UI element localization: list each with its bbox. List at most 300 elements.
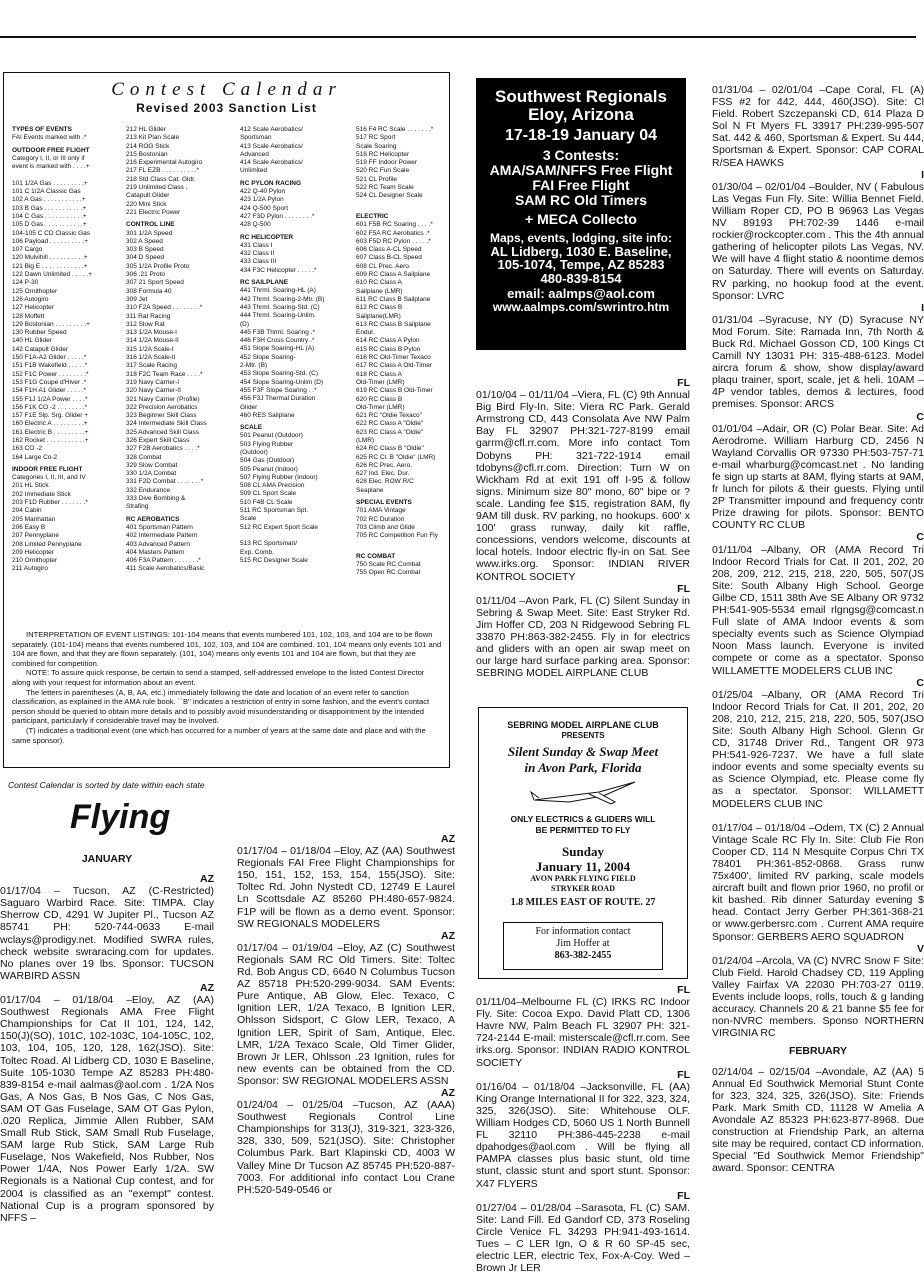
calendar-event-code: 621 RC "Oldie Texaco" [356,412,422,420]
state-heading: FL [677,1189,690,1202]
calendar-event-code: 406 F3A Pattern . . . . . . .* [126,557,201,565]
calendar-event-code: 413 Scale Aerobatics/ [240,142,303,150]
calendar-event-code: 312 Slow Rat [126,320,165,328]
calendar-event-code: 623 RC Class A "Oldie" [356,428,424,436]
ad2-contact-line: Jim Hoffer at [556,938,610,949]
calendar-event-code: 330 1/2A Combat [126,470,177,478]
calendar-event-code: 755 Open RC Combat [356,569,421,577]
calendar-event-code: 213 Kit Plan Scale [126,134,180,142]
state-heading: AZ [441,929,455,942]
calendar-event-code: 320 Navy Carrier-II [126,387,181,395]
calendar-column-2 [126,126,238,574]
calendar-event-code: 151 F1B Wakefield . . . . .* [12,362,88,370]
calendar-event-code: 2-Mtr. (B) [240,362,268,370]
interpretation-para: (T) indicates a traditional event (one which has occurred for a number of years at the same date and place and with the same sponsor). [12,725,426,745]
calendar-event-code: 324 Intermediate Skill Class [126,420,207,428]
calendar-event-code: 207 Pennyplane [12,532,59,540]
calendar-event-code: 217 FL EZB . . . . . . . . . .* [126,167,200,175]
calendar-event-code: 321 Navy Carrier (Profile) [126,395,200,403]
calendar-event-code: 317 Scale Racing [126,362,177,370]
calendar-event-code: 323 Beginner Skill Class [126,412,197,420]
calendar-event-code [240,532,352,540]
calendar-event-code: 412 Scale Aerobatics/ [240,126,303,133]
calendar-event-code: 612 RC Class B [356,304,403,312]
calendar-event-code: 214 ROG Stick [126,142,170,150]
state-heading: I [921,168,924,181]
calendar-event-code: 434 F3C Helicopter . . . . .* [240,266,317,274]
calendar-event-code: 130 Rubber Speed [12,329,67,337]
calendar-event-code: 161 Electric B . . . . . . . . .+ [12,428,89,436]
calendar-event-code: 403 Advanced Pattern [126,540,190,548]
calendar-event-code: 444 Thrml. Soaring-Unlim. [240,312,316,320]
calendar-event-code: 204 Cabin [12,507,42,515]
calendar-event-code: 104 C Gas . . . . . . . . . . .+ [12,212,87,220]
calendar-event-code: 460 RES Sailplane [240,411,295,419]
calendar-event-code: Scale [240,515,257,523]
calendar-event-code: Unlimited [240,167,268,175]
calendar-event-code: 219 Unlimited Class . [126,184,188,192]
state-heading: C [916,410,924,423]
ad1-line: Maps, events, lodging, site info: [489,230,672,245]
calendar-event-code: Old-Timer (LMR) [356,378,405,386]
state-heading: C [916,676,924,689]
calendar-event-code: 516 F4 RC Scale . . . . . . .* [356,126,434,133]
listing-column-3-lower [476,984,690,1274]
ad2-contact-phone: 863-382-2455 [554,950,612,961]
ad1-line: 17-18-19 January 04 [504,126,658,144]
calendar-event-code: 316 1/2A Scale-II [126,354,176,362]
calendar-event-code: 609 RC Class A Sailplane [356,271,431,279]
calendar-event-code: 122 Dawn Unlimited . . . . .+ [12,271,93,279]
calendar-event-code: 625 RC Cl. B "Oldie" (LMR) [356,453,436,461]
calendar-event-code: 622 RC Class A "Oldie" [356,420,424,428]
calendar-event-code: 411 Scale Aerobatics/Basic [126,565,205,573]
calendar-event-code: Category I, II, or III only if [12,154,85,162]
calendar-section-heading: INDOOR FREE FLIGHT [12,465,83,473]
flying-heading: Flying [70,798,171,836]
calendar-event-code: 103 B Gas . . . . . . . . . . .+ [12,204,87,212]
ad2-contact-box [503,922,663,970]
calendar-event-code: 512 RC Expert Sport Scale [240,523,319,531]
calendar-event-code: 318 F2C Team Race . . . .* [126,370,203,378]
calendar-event-code: 333 Dive Bombing & [126,495,186,503]
calendar-event-code: 401 Sportsman Pattern [126,523,193,531]
calendar-event-code: 221 Electric Power [126,208,181,216]
calendar-event-code [356,201,448,209]
calendar-event-code: 101 1/2A Gas . . . . . . . . .+ [12,179,88,187]
calendar-event-code: Sailplane (LMR) [356,287,403,295]
state-heading: FL [677,1068,690,1081]
calendar-event-code: 503 Flying Rubber [240,440,294,448]
calendar-event-code: 509 CL Sport Scale [240,490,297,498]
calendar-event-code: 160 Electric A . . . . . . . . .+ [12,420,88,428]
top-rule [0,36,916,38]
ad2-presents: PRESENTS [561,731,605,740]
calendar-event-code: 203 F1D Rubber . . . . . . .* [12,499,88,507]
calendar-event-code: 603 F5D RC Pylon . . . . .* [356,237,431,245]
calendar-event-code: 127 Helicopter [12,304,54,312]
calendar-event-code: 304 D Speed [126,254,164,262]
calendar-event-code: 101 C 1/2A Classic Gas [12,188,81,196]
calendar-event-code: 206 Easy B [12,523,46,531]
calendar-event-code: Categories I, II, III, and IV [12,474,86,482]
calendar-event-code: (D) [240,320,250,328]
calendar-section-heading: CONTROL LINE [126,221,175,229]
calendar-event-code: 456 F3J Thermal Duration [240,395,316,403]
ad1-line: 105-1074, Tempe, AZ 85283 [497,257,665,273]
calendar-event-code: Sailplane(LMR) [356,312,401,320]
contest-calendar-box [3,72,450,768]
calendar-event-code: 307 21 Sport Speed [126,279,184,287]
calendar-event-code: 510 F4B CL Scale [240,498,293,506]
calendar-event-code: 104-105 C CD Classic Gas [12,229,91,237]
calendar-event-code: 703 Climb and Glide [356,523,415,531]
calendar-event-code: 302 A Speed [126,237,163,245]
calendar-event-code: 513 RC Sportsman/ [240,540,298,548]
ad1-line: 480-839-8154 [540,270,622,286]
state-heading: FL [677,984,690,996]
calendar-event-code: 445 F3B Thrml. Soaring .* [240,328,316,336]
calendar-event-code: 443 Thrml. Soaring-Std. (C) [240,303,320,311]
calendar-event-code: 501 Peanut (Outdoor) [240,432,303,440]
calendar-event-code: 610 RC Class A [356,279,402,287]
ad2-title: Silent Sunday & Swap Meet [507,744,659,759]
calendar-event-code: 154 F1H A1 Glider . . . . .* [12,387,87,395]
calendar-event-code: 618 RC Class A [356,370,402,378]
calendar-event-code: 216 Experimental Autogiro [126,159,203,167]
ad2-club: SEBRING MODEL AIRPLANE CLUB [507,720,659,730]
calendar-event-code: 331 F2D Combat . . . . . . .* [126,478,204,486]
interpretation-para: NOTE: To assure quick response, be certain to send a stamped, self-addressed envelope to the listed Contest Director along with your request for information about an event. [12,668,425,687]
calendar-event-code: 126 Autogiro [12,295,49,303]
calendar-event-code: Sportsman [240,134,272,142]
calendar-event-code: 305 1/2A Profile Proto [126,262,190,270]
calendar-event-code: Old-Timer (LMR) [356,403,405,411]
calendar-event-code: 125 Ornithopter [12,287,58,295]
calendar-event-code: 156 F1K CO -2 . . . . . . . .* [12,403,88,411]
ad2-title: in Avon Park, Florida [524,760,642,775]
calendar-event-code: 701 AMA Vintage [356,507,406,515]
calendar-event-code: 601 F5B RC Soaring . . . .* [356,221,433,229]
calendar-event-code: 306 .21 Proto [126,271,166,279]
interpretation-para: INTERPRETATION OF EVENT LISTINGS: 101-104 means that events numbered 101, 102, 103, and 104 are to be flown separately. (101-104) means that events numbered 101, 102, 103, and 104 are combined. 101, 104 means only events 101 and 104 are flown, and that they are flown separately. (101, 104) means only events 101 and 104 are flown, but that they are combined for competition. [12,630,442,668]
calendar-section-heading: RC SAILPLANE [240,279,289,287]
event-listing: 01/17/04 – Tucson, AZ (C-Restricted) Saguaro Warbird Race. Site: TIMPA. Clay Sherrow CD, 4291 W Jupiter Pl., Tucson AZ 85741 PH: 520-744-0633 E-mail wclays@prodigy.net. Modified SWRA rules, check website swraracing.com for updates. No planes over 19 lbs. Sponsor: TUCSON WARBIRD ASSN [0,885,214,982]
event-listing: 01/16/04 – 01/18/04 –Jacksonville, FL (AA) King Orange International II for 322, 323, 324, 325, 326(JSO). Site: Whitehouse OLF. William Hodges CD, 5060 US 1 North Bunnell FL 32110 PH:386-445-2238 e-mail dpahodges@aol.com . Will be flying all PAMPA classes plus basic stunt, old time stunt, classic stunt and sport stunt. Sponsor: X47 FLYERS [476,1080,690,1190]
calendar-event-code: 124 P-30 [12,279,39,287]
calendar-event-code: Endur. [356,329,375,337]
interpretation-notes [12,630,442,745]
calendar-event-code: 442 Thrml. Soaring-2-Mtr. (B) [240,295,325,303]
calendar-event-code: 431 Class I [240,241,273,249]
month-heading: FEBRUARY [789,1045,847,1058]
listing-column-4 [712,84,924,1174]
state-heading [712,810,924,822]
calendar-event-code: 702 RC Duration [356,515,405,523]
calendar-event-code: 602 F5A RC Aerobatics .* [356,229,430,237]
calendar-event-code: Advanced [240,150,269,158]
calendar-event-code: 319 Navy Carrier-I [126,378,180,386]
calendar-column-1 [12,126,124,574]
calendar-event-code: 524 CL Designer Scale [356,192,423,200]
ad2-field: AVON PARK FLYING FIELD [530,874,636,883]
calendar-event-code: 617 RC Class A Old-Timer [356,362,432,370]
calendar-event-code: 309 Jet [126,295,148,303]
calendar-section-heading: TYPES OF EVENTS [12,126,72,133]
ad1-line: Southwest Regionals [495,87,667,106]
calendar-event-code: 212 HL Glider [126,126,166,133]
ad2-road: STRYKER ROAD [551,884,615,893]
calendar-event-code: 404 Masters Pattern [126,548,185,556]
calendar-event-code: 301 1/2A Speed [126,229,173,237]
calendar-event-code: 142 Catapult Glider [12,345,69,353]
calendar-event-code: 164 Large Co-2 [12,453,58,461]
calendar-event-code: 452 Slope Soaring- [240,353,296,361]
calendar-event-code: 313 1/2A Mouse-I [126,329,177,337]
calendar-title: Contest Calendar [111,79,342,100]
ad2-day: Sunday [562,844,604,859]
calendar-event-code: 620 RC Class B [356,395,403,403]
state-heading: I [921,301,924,314]
calendar-event-code: 414 Scale Aerobatics/ [240,159,303,167]
sort-note: Contest Calendar is sorted by date within each state [8,780,205,790]
southwest-regionals-ad [476,78,686,350]
calendar-event-code: 517 RC Sport [356,134,396,142]
state-heading: AZ [441,833,455,845]
calendar-event-code: 163 CO -2 [12,445,42,453]
ad1-line: AMA/SAM/NFFS Free Flight [489,162,673,179]
ad2-contact-line: For information contact [535,926,631,937]
calendar-section-heading: SCALE [240,424,263,432]
calendar-event-code: Catapult Glider [126,192,170,200]
calendar-section-heading: RC COMBAT [356,552,396,560]
calendar-event-code: 211 Autogiro [12,565,49,573]
calendar-event-code: 202 Immediate Stick [12,490,71,498]
calendar-event-code: 750 Scale RC Combat [356,561,421,569]
calendar-event-code: 314 1/2A Mouse-II [126,337,179,345]
calendar-event-code: 453 Slope Soaring-Std. (C) [240,370,319,378]
calendar-event-code: 619 RC Class B Old-Timer [356,387,433,395]
calendar-event-code: 606 Class A-CL Speed [356,246,422,254]
ad1-line: 3 Contests: [542,147,620,164]
calendar-section-heading: SPECIAL EVENTS [356,499,412,507]
calendar-event-code: 105 D Gas . . . . . . . . . . .+ [12,221,87,229]
calendar-section-heading: ELECTRIC [356,212,389,220]
ad1-line: email: aalmps@aol.com [507,286,655,302]
ad1-line: SAM RC Old Timers [515,191,647,208]
silent-sunday-ad [478,707,688,979]
calendar-event-code: 519 FF Indoor Power [356,159,418,167]
calendar-column-3 [240,126,352,565]
calendar-event-code: 310 F2A Speed . . . . . . . .* [126,304,203,312]
calendar-event-code: 128 Moffett [12,312,45,320]
calendar-event-code: 508 CL AMA Precision [240,482,305,490]
calendar-section-heading: RC AEROBATICS [126,515,180,523]
listing-column-3 [476,377,690,679]
calendar-event-code: 201 HL Stick [12,482,49,490]
listing-column-2 [237,833,455,1196]
calendar-event-code: 518 RC Helicopter [356,150,410,158]
calendar-event-code: 402 Intermediate Pattern [126,532,198,540]
ad1-line: Eloy, Arizona [528,104,634,124]
calendar-event-code: 140 HL Glider [12,337,52,345]
calendar-event-code: 209 Helicopter [12,548,54,556]
calendar-event-code: 153 F1G Coupe d'Hiver .* [12,378,87,386]
calendar-event-code: 433 Class III [240,258,277,266]
ad1-line: FAI Free Flight [532,176,630,193]
calendar-event-code: 311 Rat Racing [126,312,171,320]
calendar-event-code: 157 F1E Slp. Srg. Glider + [12,412,89,420]
ad1-line: www.aalmps.com/swrintro.htm [492,300,670,315]
calendar-event-code: 611 RC Class B Sailplane [356,295,431,303]
calendar-event-code: 208 Limited Pennyplane [12,540,82,548]
event-listing: 01/24/04 – 01/25/04 –Tucson, AZ (AAA) Southwest Regionals Control Line Championships for 313(J), 319-321, 323-326, 328, 330, 509, 521(JSO). Site: Christopher Columbus Park. Bart Klapinski CD, 4003 W Valley Mine Dr Tucson AZ 85745 PH:520-887-7003. For additional info contact Lou Crane PH:520-549-0546 or [237,1099,455,1196]
calendar-event-code: Scale Soaring [356,142,397,150]
calendar-event-code: 106 Payload . . . . . . . . . .+ [12,237,89,245]
calendar-event-code: 303 B Speed [126,246,164,254]
event-listing: 01/25/04 –Albany, OR (AMA Record Tri Indoor Record Trials for Cat. II 201, 202, 20 208, 210, 212, 215, 218, 220, 505, 507(JSO Site: South Albany High School. Glenn Gr CD, 31748 Driver Rd., Tangent OR 973 PH:541-926-7237. We have a full slate indoor events and some specialty events su as Science Olympiad, etc. Please come fly as a spectator. Sponsor: WILLAMETT MODELERS CLUB INC [712,688,924,810]
ad2-date: January 11, 2004 [535,859,631,874]
ad2-miles: 1.8 MILES EAST OF ROUTE. 27 [510,897,656,908]
calendar-event-code: 520 RC Fun Scale [356,167,410,175]
calendar-event-code: 615 RC Class B Pylon [356,345,421,353]
calendar-event-code: Exp. Comb. [240,548,274,556]
calendar-event-code: 155 F1J 1/2A Power . . . .* [12,395,88,403]
calendar-event-code: 162 Rocket . . . . . . . . . . .+ [12,436,89,444]
calendar-event-code: 627 Ind. Elec. Dur. [356,470,410,478]
calendar-event-code: 327 F2B Aerobatics . . . .* [126,445,200,453]
calendar-event-code: 107 Cargo [12,246,43,254]
calendar-event-code: 428 Q-500 [240,221,271,229]
calendar-event-code: 129 Bostonian . . . . . . . . .+ [12,320,90,328]
event-listing: 01/10/04 – 01/11/04 –Viera, FL (C) 9th Annual Big Bird Fly-In. Site: Viera RC Park. Gerald Armstrong CD, 443 Consolata Ave NW Palm Bay FL 32907 PH:321-727-8199 email garrm@cfl.rr.com. More info contact Tom Dobyns PH: 321-722-1914 email tdobyns@cfl.rr.com. Direction: Turn W on Wickham Rd at exit 191 off I-95 & follow signs. Minimum size 80" mono, 60" bipe or ? scale. Landing fee $15, registration 8AM, fly 9AM till dusk. RV parking, no hookups. 600' x 100' grass runway, daily kit raffle, concessions, vendors welcome, discounts at local hotels. Indoor electric fly-in on Sat. See www.irks.org. Sponsor: INDIAN RIVER KONTROL SOCIETY [476,389,690,583]
calendar-event-code: 511 RC Sportsman Spt. [240,507,309,515]
calendar-event-code: 325 Advanced Skill Class [126,428,199,436]
state-heading: AZ [441,1086,455,1099]
event-listing: 01/17/04 – 01/18/04 –Eloy, AZ (AA) Southwest Regionals AMA Free Flight Championships for Cat II 101, 124, 142, 150(J)(SO), 101C, 102-103C, 104-105C, 102, 103, 104, 105, 120, 128, 162(JSO). Site: Toltec Road. Al Lidberg CD, 1030 E Baseline, Suite 105-1030 Tempe AZ 85283 PH:480-839-8154 e-mail aalmas@aol.com . 1/2A Nos Gas, A Nos Gas, B Nos Gas, C Nos Gas, SAM OT Gas Fuselage, SAM OT Gas Pylon, .020 Replica, Jimmie Allen Rubber, SAM Small Rub Stick, SAM Small Rub Fuselage, SAM large Rub Stick, SAM Large Rub Fuselage, Nos Wakefield, Nos Rubber, Nos Power 1/4A, Nos Power Early 1/2A. SW Regionals is a National Cup contest, and for 2004 is classified as an "exempt" contest. National Cup is a program sponsored by NFFS – [0,994,214,1224]
calendar-event-code: 423 1/2A Pylon [240,196,284,204]
event-listing: 01/24/04 –Arcola, VA (C) NVRC Snow F Site: Club Field. Harold Chadsey CD, 119 Appling Valley Fairfax VA 22030 PH:703-27 0119. Events include loops, rolls, touch & g landing accuracy. Channels 20 & 21 banne $5 fee for non-NVRC members. Sponso NORTHERN VIRGINIA RC [712,954,924,1040]
calendar-event-code: Glider [240,403,258,411]
event-listing: 01/17/04 – 01/19/04 –Eloy, AZ (C) Southwest Regionals SAM RC Old Timers. Site: Toltec Rd. Bob Angus CD, 6640 N Columbus Tucson AZ 85718 PH:520-299-9034. SAM Events: Pure Antique, AB Glow, Elec. Texaco, C Ignition LER, 1/2A Texaco, B Ignition LER, Ohlsson Sidsport, C Glow LER, Texaco, A Ignition LER, Spirit of Sam, Antique, Elec. LMR, 1/2A Texaco Scale, Old Timer Glider, Brown Jr LER, Ohlsson .23 Ignition, rules for new events can be obtained from the CD. Sponsor: SW REGIONAL MODELERS ASSN [237,941,455,1087]
event-listing: 01/30/04 – 02/01/04 –Boulder, NV ( Fabulous Las Vegas Fun Fly. Site: Willia Bennet Field. William Roper CD, PO B 96963 Las Vegas NV 89193 PH:702-39 1446 e-mail rockier@rockcopter.com . This the 4th annual gathering of helicopter pilots Las Vegas, NV. We will have 4 flight statio & noontime demos on Saturday. There will events on Saturday. RV parking, no hookup food at the event. Sponsor: LVRC [712,180,924,302]
calendar-event-code: 322 Precision Aerobatics [126,403,198,411]
ad2-rule: ONLY ELECTRICS & GLIDERS WILL [510,814,656,824]
calendar-event-code: Seaplane [356,486,384,494]
glider-icon [529,778,639,808]
state-heading: AZ [200,873,214,886]
event-listing: 01/11/04 –Albany, OR (AMA Record Tri Indoor Record Trials for Cat. II 201, 202, 20 208, 209, 212, 215, 218, 220, 505, 507(JS Site: South Albany High School. George Gilbe CD, 1511 38th Ave SE Albany OR 9732 PH:541-905-5534 email rlgngsg@comcast.n Full slate of AMA Indoor events & som specialty events such as Science Olympiad Noon Mass launch. Everyone is invited compete or come as a spectator. Sponso WILLAMETTE MODELERS CLUB INC [712,543,924,677]
calendar-event-code: 220 Mini Stick [126,200,167,208]
state-heading: V [916,942,924,955]
ad1-line: AL Lidberg, 1030 E. Baseline, [490,243,672,259]
calendar-event-code: 102 A Gas . . . . . . . . . . .+ [12,196,86,204]
calendar-event-code: 218 Std Class Cat. Gldr. [126,175,196,183]
calendar-section-heading: RC HELICOPTER [240,233,294,241]
calendar-event-code: 315 1/2A Scale-I [126,345,174,353]
calendar-event-code: 507 Flying Rubber (Indoor) [240,473,318,481]
calendar-event-code: FAI Events marked with .* [12,134,87,142]
calendar-event-code: 422 Q-40 Pylon [240,188,286,196]
calendar-event-code: 332 Endurance [126,486,171,494]
calendar-subtitle: Revised 2003 Sanction List [136,101,317,115]
calendar-event-code: 614 RC Class A Pylon [356,337,420,345]
calendar-column-4 [356,126,448,578]
calendar-event-code: 504 Gas (Outdoor) [240,457,295,465]
calendar-event-code: 613 RC Class B Sailplane [356,320,431,328]
state-heading: C [916,531,924,544]
calendar-event-code [356,541,448,549]
event-listing: 01/01/04 –Adair, OR (C) Polar Bear. Site: Ad Aerodrome. William Harburg CD, 2456 N Wayland Corvallis OR 97330 PH:503-757-71 e-mail wharburg@comcast.net . No landing fe sign up starts at 8AM, flying starts at 9AM, fr lunch for pilots & their guests. Flying until 2P Transmitter impound and frequency contr Prize drawing for pilots. Sponsor: BENTO COUNTY RC CLUB [712,422,924,532]
calendar-event-code: 152 F1C Power . . . . . . . .* [12,370,89,378]
event-listing: 01/11/04–Melbourne FL (C) IRKS RC Indoor Fly. Site: Cocoa Expo. David Platt CD, 1306 Havre NW, Palm Beach FL 32907 PH: 321-724-2144 E-mail: misterscale@cfl.rr.com. See irks.org. Sponsor: INDIAN RADIO KONTROL SOCIETY [476,996,690,1069]
calendar-event-code: 607 Class B-CL Speed [356,254,422,262]
calendar-event-code: event is marked with . . . .+ [12,163,90,171]
calendar-event-code: 432 Class II [240,250,275,258]
calendar-section-heading: OUTDOOR FREE FLIGHT [12,146,90,154]
calendar-event-code: 451 Slope Soaring-HL (A) [240,345,315,353]
interpretation-para: The letters in parentheses (A, B, AA, etc.) immediately following the date and location of an event refer to sanction classification, as explained in the AMA rule book. ``B'' indicates a restriction of entry in some fashion, and the event's contact person should be queried to obtain more details and to possibly avoid misunderstanding or disappointment by the intended participant, particularly if considerable travel may be involved. [12,687,430,726]
calendar-event-code: 624 RC Class B "Oldie" [356,445,424,453]
calendar-event-code: 205 Manhattan [12,515,56,523]
calendar-event-code: 210 Ornithopter [12,557,58,565]
calendar-event-code: 505 Peanut (Indoor) [240,465,298,473]
state-heading: FL [677,377,690,389]
calendar-event-code: 616 RC Old-Timer Texaco [356,354,431,362]
calendar-event-code: 515 RC Designer Scale [240,556,308,564]
event-listing: 01/31/04 –Syracuse, NY (D) Syracuse NY Mod Forum. Site: Ramada Inn, 7th North & Buck Rd. Michael Gosson CD, 100 Kings Ct Camill NY 13031 PH: 315-488-6123. Model aircra forum & show, show display/award plaqu trainer, sport, scale, jet & heli. 10AM – 4P vendor tables, demos & lectures, food premises. Sponsor: ARCS [712,313,924,411]
event-listing: 02/14/04 – 02/15/04 –Avondale, AZ (AA) 5 Annual Ed Southwick Memorial Stunt Conte for 323, 324, 325, 326(JSO). Site: Friends Park. Mark Smith CD, 11128 W Amelia A Avondale AZ 85323 PH:623-877-8968. Due construction at Friendship Park, an alterna site may be required, contact CD information. Special "Ed Southwick Memor Friendship" award. Sponsor: CENTRA [712,1065,924,1175]
event-listing: 01/27/04 – 01/28/04 –Sarasota, FL (C) SAM. Site: Land Fill. Ed Gandorf CD, 373 Roseling Circle Venice FL 34293 PH:941-493-1614. Tues – C LER Ign, O & R 60 SP-45 sec, electric LER, electric Tex, Fox-A-Coy. Wed – Brown Jr LER [476,1201,690,1274]
event-listing: 01/31/04 – 02/01/04 –Cape Coral, FL (A) FSS #2 for 442, 444, 460(JSO). Site: Cl Field. Robert Szczepanski CD, 614 Plaza D Sol N Ft Myers FL 33917 PH:239-995-507 Sat. 442 & 460, Sportsman & Expert. Su 444, Sportsman & Expert. Sponsor: CAP CORAL R/SEA HAWKS [712,84,924,169]
ad1-line: + MECA Collecto [525,211,637,228]
calendar-event-code: 326 Expert Skill Class [126,436,190,444]
calendar-event-code: 521 CL Profile [356,175,397,183]
calendar-event-code: 427 F3D Pylon . . . . . . . .* [240,212,315,220]
calendar-event-code: 150 F1A-A2 Glider . . . . .* [12,354,87,362]
calendar-event-code: 628 Elec. ROW R/C [356,478,414,486]
ad2-rule: BE PERMITTED TO FLY [535,825,631,835]
listing-column-1 [0,847,214,1224]
calendar-event-code: 455 F3F Slope Soaring . .* [240,386,317,394]
calendar-event-code: 215 Bostonian [126,150,168,158]
calendar-event-code: 329 Slow Combat [126,461,178,469]
calendar-event-code: 608 CL Prec. Aero. [356,262,411,270]
calendar-event-code: 121 Big E . . . . . . . . . . . .+ [12,262,88,270]
calendar-event-code: (Outdoor) [240,448,268,456]
calendar-event-code: 454 Slope Soaring-Unlim (D) [240,378,324,386]
event-listing: 01/17/04 – 01/18/04 –Odem, TX (C) 2 Annual Vintage Scale RC Fly In. Site: Club Fie Ron Cooper CD, 114 N Mesquite Corpus Chri TX 78401 PH:361-852-0868. Grass runw 75x400', limited RV parking, scale models aircraft built and flown prior 1960, no profil or kit bashed. Rib dinner Saturday evening $ head. Contact Jerry Gerber PH:361-368-21 or www.gerbersrc.com . Current AMA require Sponsor: GERBERS AERO SQUADRON [712,821,924,943]
calendar-event-code: 308 Formula 40 [126,287,172,295]
calendar-event-code: 328 Combat [126,453,162,461]
calendar-event-code: 626 RC Prec. Aero. [356,461,412,469]
event-listing: 01/11/04 –Avon Park, FL (C) Silent Sunday in Sebring & Swap Meet. Site: East Stryker Rd. Jim Hoffer CD, 203 N Ridgewood Sebring FL 33870 PH:863-382-2455. Fly in for electrics and gliders with an open air swap meet on our large hard surface parking area. Sponsor: SEBRING MODEL AIRPLANE CLUB [476,594,690,680]
state-heading: FL [677,582,690,595]
month-heading: JANUARY [81,853,133,865]
state-heading: AZ [200,981,214,994]
calendar-event-code: 424 Q-500 Sport [240,204,289,212]
calendar-event-code: 522 RC Team Scale [356,184,414,192]
calendar-event-code: 441 Thrml. Soaring-HL (A) [240,287,316,295]
calendar-event-code: 446 F3H Cross Country .* [240,337,315,345]
calendar-event-code: 120 Mulvihill . . . . . . . . . .+ [12,254,88,262]
calendar-event-code [12,171,124,179]
calendar-event-code: 705 RC Competition Fun Fly [356,532,439,540]
calendar-section-heading: RC PYLON RACING [240,179,302,187]
calendar-event-code: Strafing [126,503,149,511]
calendar-event-code: (LMR) [356,436,375,444]
event-listing: 01/17/04 – 01/18/04 –Eloy, AZ (AA) Southwest Regionals FAI Free Flight Championships for 150, 151, 152, 153, 154, 155(JSO). Site: Toltec Rd. John Nystedt CD, 12749 E Laurel Ln Scottsdale AZ 85260 PH:480-657-9824. F1P will be flown as a demo event. Sponsor: SW REGIONALS MODELERS [237,845,455,930]
